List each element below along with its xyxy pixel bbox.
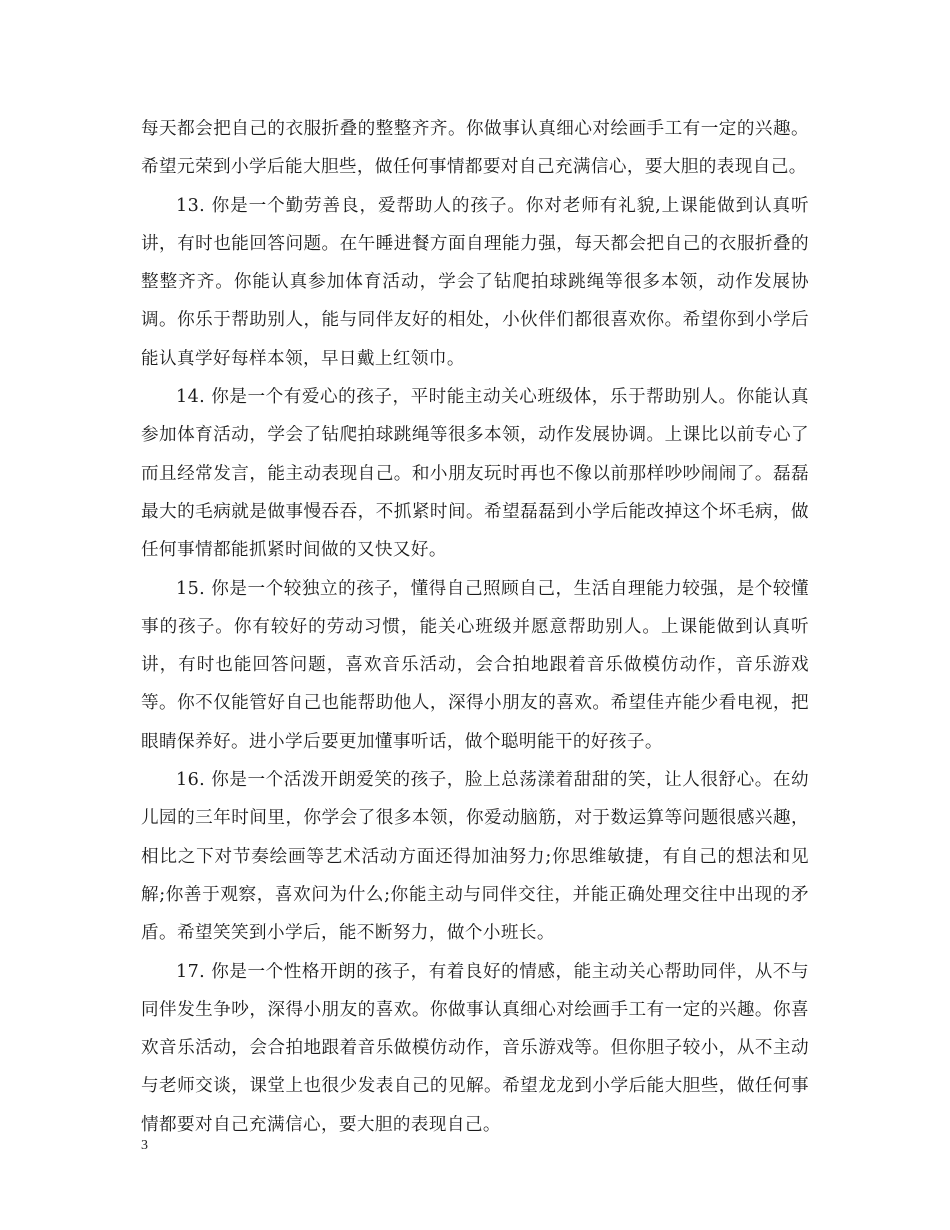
body-text — [141, 110, 809, 1144]
page-number: 3 — [141, 1138, 148, 1153]
paragraph-item-14: 14. 你是一个有爱心的孩子，平时能主动关心班级体，乐于帮助别人。你能认真参加体育活动，学会了钻爬拍球跳绳等很多本领，动作发展协调。上课比以前专心了而且经常发言，能主动表现自己。和小朋友玩时再也不像以前那样吵吵闹闹了。磊磊最大的毛病就是做事慢吞吞，不抓紧时间。希望磊磊到小学后能改掉这个坏毛病，做任何事情都能抓紧时间做的又快又好。 — [141, 387, 809, 561]
paragraph-continuation: 每天都会把自己的衣服折叠的整整齐齐。你做事认真细心对绘画手工有一定的兴趣。希望元荣到小学后能大胆些，做任何事情都要对自己充满信心，要大胆的表现自己。 — [141, 119, 809, 178]
paragraph-item-16: 16. 你是一个活泼开朗爱笑的孩子，脸上总荡漾着甜甜的笑，让人很舒心。在幼儿园的三年时间里，你学会了很多本领，你爱动脑筋，对于数运算等问题很感兴趣，相比之下对节奏绘画等艺术活动方面还得加油努力;你思维敏捷，有自己的想法和见解;你善于观察，喜欢问为什么;你能主动与同伴交往，并能正确处理交往中出现的矛盾。希望笑笑到小学后，能不断努力，做个小班长。 — [141, 770, 809, 944]
paragraph-item-15: 15. 你是一个较独立的孩子，懂得自己照顾自己，生活自理能力较强，是个较懂事的孩子。你有较好的劳动习惯，能关心班级并愿意帮助别人。上课能做到认真听讲，有时也能回答问题，喜欢音乐活动，会合拍地跟着音乐做模仿动作，音乐游戏等。你不仅能管好自己也能帮助他人，深得小朋友的喜欢。希望佳卉能少看电视，把眼睛保养好。进小学后要更加懂事听话，做个聪明能干的好孩子。 — [141, 578, 809, 752]
paragraph-item-17: 17. 你是一个性格开朗的孩子，有着良好的情感，能主动关心帮助同伴，从不与同伴发生争吵，深得小朋友的喜欢。你做事认真细心对绘画手工有一定的兴趣。你喜欢音乐活动，会合拍地跟着音乐做模仿动作，音乐游戏等。但你胆子较小，从不主动与老师交谈，课堂上也很少发表自己的见解。希望龙龙到小学后能大胆些，做任何事情都要对自己充满信心，要大胆的表现自己。 — [141, 961, 809, 1135]
paragraph-item-13: 13. 你是一个勤劳善良，爱帮助人的孩子。你对老师有礼貌,上课能做到认真听讲，有时也能回答问题。在午睡进餐方面自理能力强，每天都会把自己的衣服折叠的整整齐齐。你能认真参加体育活动，学会了钻爬拍球跳绳等很多本领，动作发展协调。你乐于帮助别人，能与同伴友好的相处，小伙伴们都很喜欢你。希望你到小学后能认真学好每样本领，早日戴上红领巾。 — [141, 195, 809, 369]
